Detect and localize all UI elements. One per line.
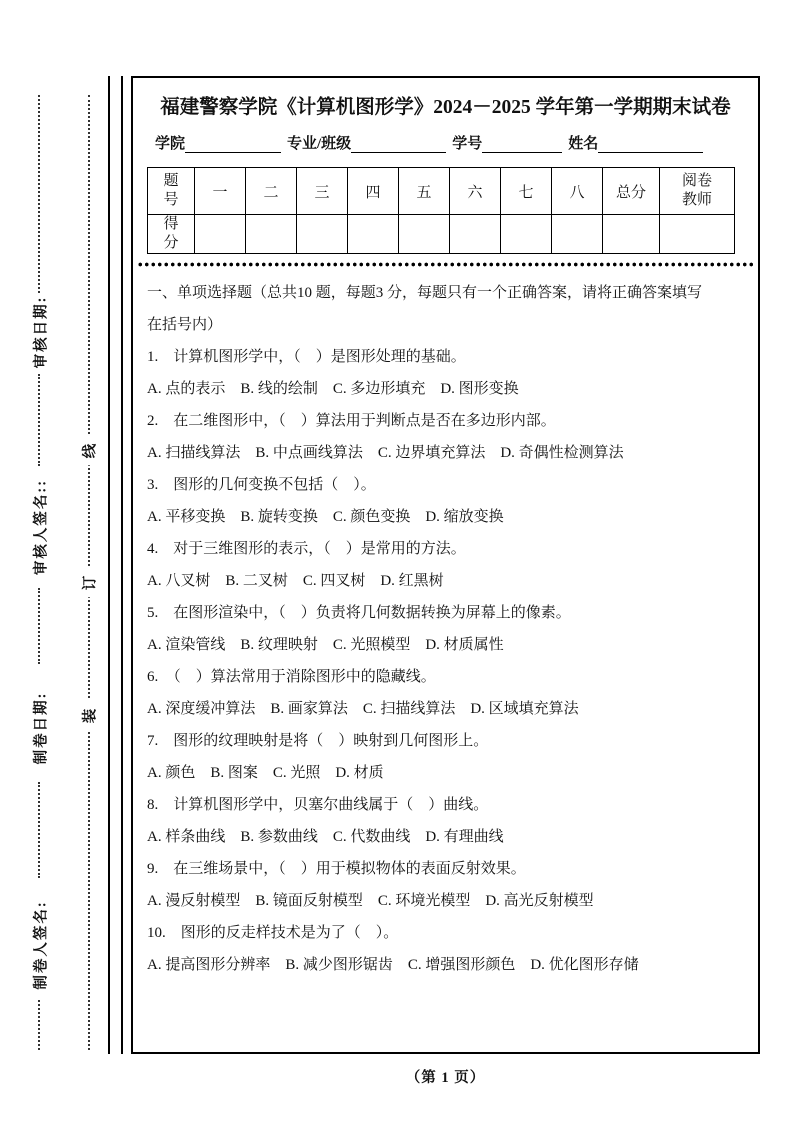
score-cell-empty [195, 215, 246, 254]
margin-label-review-date: 审核日期: [33, 295, 50, 369]
question-8: 8. 计算机图形学中，贝塞尔曲线属于（ ）曲线。 [147, 797, 489, 813]
grader-label: 阅卷教师 [681, 173, 712, 208]
name-blank [598, 136, 703, 154]
cell-grader-label [660, 168, 735, 215]
margin-label-reviewer-signature: 审核人签名:: [33, 478, 50, 576]
score-table [147, 167, 735, 254]
score-cell-empty [660, 215, 735, 254]
binding-char-xian: 线 [79, 435, 100, 466]
score-cell-empty [297, 215, 348, 254]
major-class-blank [351, 136, 446, 154]
student-info-row [155, 132, 736, 153]
question-7-options: A. 颜色 B. 图案 C. 光照 D. 材质 [147, 765, 384, 781]
cell-q5: 五 [399, 168, 450, 215]
score-cell-empty [246, 215, 297, 254]
exam-sheet-frame [131, 76, 760, 1054]
question-2-options: A. 扫描线算法 B. 中点画线算法 C. 边界填充算法 D. 奇偶性检测算法 [147, 445, 624, 461]
question-section [147, 277, 736, 981]
cell-total-label: 总分 [603, 168, 660, 215]
field-label-college: 学院 [155, 136, 186, 152]
cell-q1: 一 [195, 168, 246, 215]
question-3-options: A. 平移变换 B. 旋转变换 C. 颜色变换 D. 缩放变换 [147, 509, 504, 525]
question-9-options: A. 漫反射模型 B. 镜面反射模型 C. 环境光模型 D. 高光反射模型 [147, 893, 594, 909]
field-label-student-id: 学号 [452, 136, 483, 152]
binding-char-zhuang: 装 [79, 700, 100, 731]
score-cell-empty [348, 215, 399, 254]
field-name [568, 132, 703, 153]
field-college [155, 132, 281, 153]
cell-score-label [148, 215, 195, 254]
question-1-options: A. 点的表示 B. 线的绘制 C. 多边形填充 D. 图形变换 [147, 381, 519, 397]
field-label-major-class: 专业/班级 [287, 136, 352, 152]
question-3: 3. 图形的几何变换不包括（ ）。 [147, 477, 376, 493]
exam-title: 福建警察学院《计算机图形学》2024－2025 学年第一学期期末试卷 [160, 97, 731, 118]
binding-char-ding: 订 [79, 567, 100, 598]
field-student-id [452, 132, 562, 153]
section-heading: 一、单项选择题（总共10 题，每题3 分，每题只有一个正确答案，请将正确答案填写在括号内） [147, 285, 703, 333]
dotted-separator [137, 262, 754, 267]
question-10: 10. 图形的反走样技术是为了（ ）。 [147, 925, 399, 941]
cell-q2: 二 [246, 168, 297, 215]
cell-q4: 四 [348, 168, 399, 215]
college-blank [185, 136, 281, 154]
score-cell-empty [603, 215, 660, 254]
question-8-options: A. 样条曲线 B. 参数曲线 C. 代数曲线 D. 有理曲线 [147, 829, 504, 845]
question-9: 9. 在三维场景中，（ ）用于模拟物体的表面反射效果。 [147, 861, 526, 877]
cell-q6: 六 [450, 168, 501, 215]
dotted-rule [38, 95, 40, 293]
vertical-rule [121, 76, 123, 1054]
field-major-class [287, 132, 446, 153]
question-1: 1. 计算机图形学中，（ ）是图形处理的基础。 [147, 349, 466, 365]
page-number: （第 1 页） [405, 1070, 486, 1086]
question-5-options: A. 渲染管线 B. 纹理映射 C. 光照模型 D. 材质属性 [147, 637, 504, 653]
score-cell-empty [501, 215, 552, 254]
question-5: 5. 在图形渲染中，（ ）负责将几何数据转换为屏幕上的像素。 [147, 605, 571, 621]
margin-label-maker-signature: 制卷人签名: [33, 900, 50, 990]
cell-q7: 七 [501, 168, 552, 215]
student-id-blank [482, 136, 562, 154]
dotted-rule [38, 782, 40, 878]
question-6-options: A. 深度缓冲算法 B. 画家算法 C. 扫描线算法 D. 区域填充算法 [147, 701, 579, 717]
question-2: 2. 在二维图形中，（ ）算法用于判断点是否在多边形内部。 [147, 413, 556, 429]
score-cell-empty [552, 215, 603, 254]
vertical-rule [108, 76, 110, 1054]
margin-label-maker-date: 制卷日期: [33, 691, 50, 765]
score-cell-empty [399, 215, 450, 254]
question-7: 7. 图形的纹理映射是将（ ）映射到几何图形上。 [147, 733, 489, 749]
score-table-header-row [148, 168, 735, 215]
question-6: 6. （ ）算法常用于消除图形中的隐藏线。 [147, 669, 436, 685]
question-10-options: A. 提高图形分辨率 B. 减少图形锯齿 C. 增强图形颜色 D. 优化图形存储 [147, 957, 639, 973]
cell-q8: 八 [552, 168, 603, 215]
score-cell-empty [450, 215, 501, 254]
score-label: 得分 [163, 216, 179, 251]
question-4: 4. 对于三维图形的表示，（ ）是常用的方法。 [147, 541, 466, 557]
dotted-rule [38, 1000, 40, 1050]
cell-question-number-label [148, 168, 195, 215]
dotted-rule [38, 374, 40, 466]
question-4-options: A. 八叉树 B. 二叉树 C. 四叉树 D. 红黑树 [147, 573, 444, 589]
question-number-label: 题号 [163, 173, 179, 208]
field-label-name: 姓名 [568, 136, 599, 152]
score-row [148, 215, 735, 254]
cell-q3: 三 [297, 168, 348, 215]
dotted-rule [38, 588, 40, 664]
